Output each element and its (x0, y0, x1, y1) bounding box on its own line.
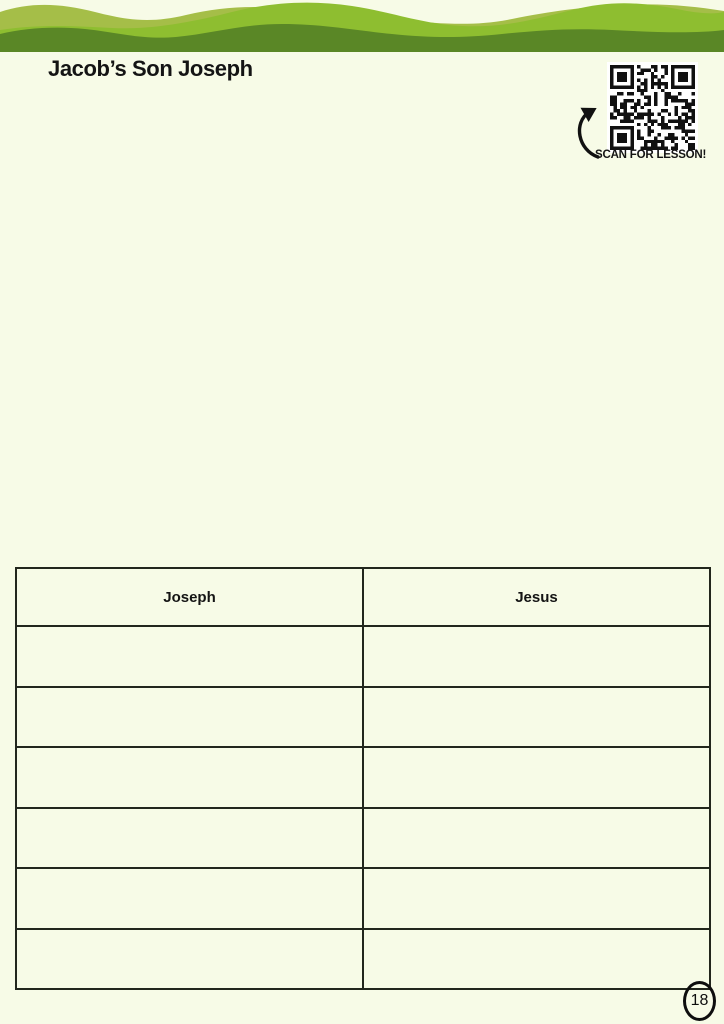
comparison-table (15, 567, 711, 990)
table-row (16, 808, 710, 869)
header-row (16, 568, 710, 626)
table-row (16, 687, 710, 748)
qr-code-pattern (610, 65, 695, 150)
table-cell-empty (363, 929, 710, 990)
table-row (16, 747, 710, 808)
qr-code (607, 62, 698, 153)
qr-caption: SCAN FOR LESSON! (595, 149, 707, 161)
comparison-table-body (16, 626, 710, 989)
table-cell-empty (16, 747, 363, 808)
table-cell-empty (16, 868, 363, 929)
table-row (16, 868, 710, 929)
hills-banner-graphic (0, 0, 724, 52)
table-cell-empty (16, 808, 363, 869)
table-row (16, 626, 710, 687)
table-cell-empty (363, 747, 710, 808)
table-cell-empty (16, 687, 363, 748)
table-row (16, 929, 710, 990)
table-cell-empty (363, 868, 710, 929)
table-cell-empty (363, 687, 710, 748)
page-number-badge (683, 981, 716, 1021)
page-number: 18 (690, 992, 709, 1009)
column-header-jesus: Jesus (363, 568, 710, 626)
table-cell-empty (16, 626, 363, 687)
table-cell-empty (363, 808, 710, 869)
comparison-table-header (16, 568, 710, 626)
page-title: Jacob’s Son Joseph (48, 56, 253, 81)
table-cell-empty (363, 626, 710, 687)
table-cell-empty (16, 929, 363, 990)
column-header-joseph: Joseph (16, 568, 363, 626)
